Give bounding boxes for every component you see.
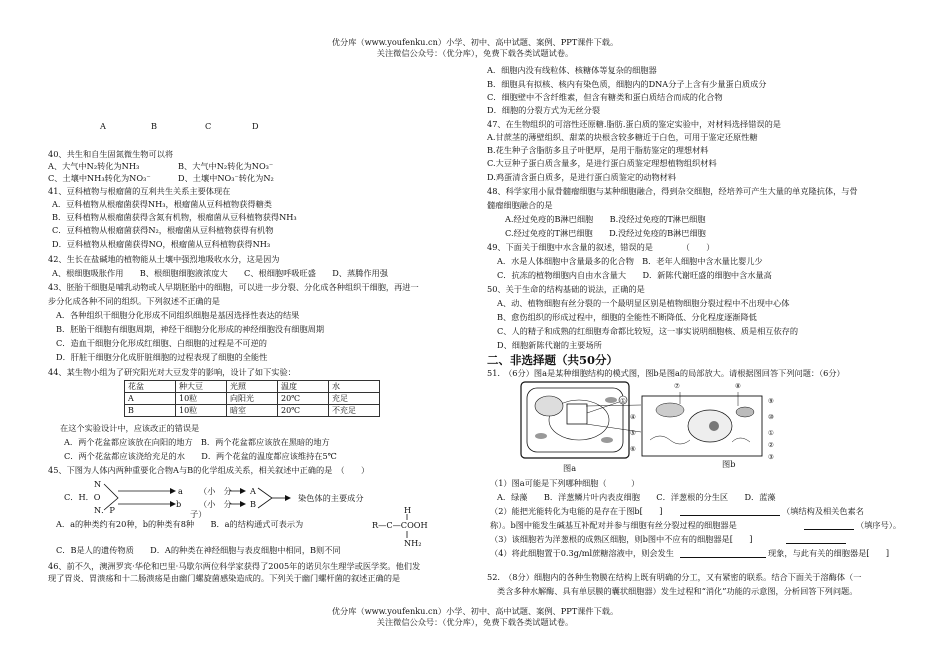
question-49: 49、下面关于细胞中水含量的叙述，错误的是 （ ）: [487, 242, 715, 252]
figure-b-label-6: ⑥: [630, 445, 636, 453]
q43-option-c: C．造血干细胞分化形成红细胞、白细胞的过程是不可逆的: [56, 338, 267, 348]
table-header-cell: 种大豆: [176, 381, 227, 393]
question-51: 51. （6分）图a是某种细胞结构的模式图，图b是图a的局部放大。请根据图回答下列问题：（6分）: [487, 368, 845, 378]
bracket-line: [258, 488, 272, 508]
answer-blank[interactable]: [804, 529, 854, 530]
q51-part2-start: （2）能把光能转化为电能的是存在于图b[ ]: [490, 506, 663, 516]
table-row: [125, 393, 380, 405]
table-cell: 10粒: [176, 405, 227, 417]
table-cell: 暗室: [227, 405, 278, 417]
figure-a-label-1: ①: [620, 397, 626, 405]
q40-option-b: B、大气中N₂转化为NO₃⁻: [178, 161, 274, 171]
question-45: 45、下图为人体内两种重要化合物A与B的化学组成关系，相关叙述中正确的是 （ ）: [48, 465, 370, 475]
question-44: 44、某生物小组为了研究阳光对大豆发芽的影响，设计了如下实验：: [48, 367, 296, 377]
figure-b-label-8: ⑧: [735, 382, 741, 390]
table-cell: A: [125, 393, 176, 405]
q46-option-a: A．细胞内没有线粒体、核糖体等复杂的细胞器: [487, 65, 657, 75]
q43-option-a: A．各种组织干细胞分化形成不同组织细胞是基因选择性表达的结果: [56, 310, 300, 320]
arrow-head: [285, 495, 291, 501]
table-header-row: [125, 381, 380, 393]
q47-option-a: A.甘蔗茎的薄壁组织、甜菜的块根含较多糖近于白色，可用于鉴定还原性糖: [487, 132, 758, 142]
option-d-label: D: [252, 121, 259, 131]
option-b-label: B: [151, 121, 158, 131]
answer-blank[interactable]: [680, 557, 766, 558]
question-43-line1: 43、胚胎干细胞是哺乳动物或人早期胚胎中的细胞，可以进一步分裂、分化成各种组织干细胞，再进一: [48, 282, 419, 292]
question-43-line2: 步分化成各种不同的组织。下列叙述不正确的是: [48, 296, 220, 306]
question-47: 47、在生物组织的可溶性还原糖.脂肪.蛋白质的鉴定实验中，对材料选择错误的是: [487, 119, 781, 129]
figure-b-label-3: ③: [768, 453, 774, 461]
answer-blank[interactable]: [786, 543, 846, 544]
chloroplast: [605, 397, 617, 403]
question-52-line2: 类含多种水解酶、具有单层膜的囊状细胞器）发生过程和“消化”功能的示意图，分析回答下列问题。: [497, 586, 858, 596]
option-a-label: A: [100, 121, 106, 131]
small-molecule-a: a: [178, 486, 183, 496]
chromosome-label: 染色体的主要成分: [298, 493, 364, 503]
figure-b-caption: 图b: [722, 459, 736, 469]
question-50: 50、关于生命的结构基础的说法，正确的是: [487, 284, 645, 294]
q46-option-d: D．细胞的分裂方式为无丝分裂: [487, 105, 601, 115]
amino-formula: R—C—COOH: [372, 520, 428, 530]
q42-options: A、根细胞吸胀作用 B、根细胞细胞液浓度大 C、根细胞呼吸旺盛 D、蒸腾作用强: [52, 268, 388, 278]
q51-part2-end: （填序号）。: [856, 520, 902, 530]
table-header-cell: 水: [329, 381, 380, 393]
q50-option-c: C、人的精子和成熟的红细胞寿命都比较短，这一事实说明细胞核、质是相互依存的: [497, 326, 799, 336]
table-header-cell: 温度: [278, 381, 329, 393]
q45-options-cd: C．B是人的遗传物质 D．A的种类在神经细胞与表皮细胞中相同，B则不同: [56, 545, 341, 555]
q49-options-ab: A．水是人体细胞中含量最多的化合物 B．老年人细胞中含水量比婴儿少: [497, 256, 763, 266]
q40-option-a: A、大气中N₂转化为NH₃: [48, 161, 140, 171]
table-cell: 20℃: [278, 405, 329, 417]
q43-option-b: B．胚胎干细胞有细胞周期，神经干细胞分化形成的神经细胞没有细胞周期: [56, 324, 325, 334]
question-48-line2: 髓瘤细胞融合的是: [487, 200, 553, 210]
question-46-line1: 46、前不久，澳洲罗宾·华伦和巴里·马歇尔两位科学家获得了2005年的诺贝尔生理学或医学奖。他们发: [48, 561, 421, 571]
q51-part4-start: （4）将此细胞置于0.3g/ml蔗糖溶液中，则会发生: [490, 548, 674, 558]
arrow-head: [170, 488, 176, 494]
q51-part1: （1）图a可能是下列哪种细胞（ ）: [490, 478, 640, 488]
connector-line: [586, 405, 641, 406]
element-np: N．P: [94, 505, 115, 515]
nucleus: [535, 396, 563, 416]
page-header-line2: 关注微信公众号：（优分库），免费下载各类试题试卷。: [376, 48, 574, 58]
page-footer-line1: 优分库（www.youfenku.cn）小学、初中、高中试题、案例、PPT课件下载。: [331, 606, 619, 616]
q44-prompt: 在这个实验设计中，应该改正的错误是: [60, 423, 200, 433]
q51-part4-end: 现象，与此有关的细胞器是[ ]: [768, 548, 890, 558]
compound-a: A: [250, 486, 256, 496]
table-cell: 充足: [329, 393, 380, 405]
q41-option-c: C．豆科植物从根瘤菌获得N₂，根瘤菌从豆科植物获得有机物: [52, 225, 274, 235]
q44-options-ab: A．两个花盆都应该放在向阳的地方 B．两个花盆都应该放在黑暗的地方: [64, 437, 330, 447]
amino-nh2: NH₂: [404, 538, 422, 548]
table-cell: B: [125, 405, 176, 417]
q50-option-b: B、愈伤组织的形成过程中，细胞的全能性不断降低、分化程度逐渐降低: [497, 312, 757, 322]
q43-option-d: D．肝脏干细胞分化成肝脏细胞的过程表现了细胞的全能性: [56, 352, 268, 362]
q51-part2-cont: （填结构及相关色素名: [782, 506, 864, 516]
q47-option-d: D.鸡蛋清含蛋白质多，是进行蛋白质鉴定的动物材料: [487, 172, 677, 182]
table-header-cell: 光照: [227, 381, 278, 393]
answer-blank[interactable]: [680, 515, 780, 516]
experiment-table: [124, 380, 380, 417]
table-cell: 20℃: [278, 393, 329, 405]
question-48-line1: 48、科学家用小鼠骨髓瘤细胞与某种细胞融合，得到杂交细胞，经培养可产生大量的单克隆抗体，与骨: [487, 186, 858, 196]
q45-options-ab: A．a的种类约有20种，b的种类有8种 B．a的结构通式可表示为: [56, 519, 304, 529]
figure-b-label-5: ⑤: [630, 429, 636, 437]
q41-option-b: B．豆科植物从根瘤菌获得含氮有机物，根瘤菌从豆科植物获得NH₃: [52, 212, 297, 222]
element-n: N: [94, 479, 102, 489]
small-molecule-b-note: （小 分: [199, 499, 232, 509]
option-c-label: C: [205, 121, 212, 131]
question-40: 40、共生和自生固氮微生物可以将: [48, 149, 174, 159]
question-46-line2: 现了胃炎、胃溃疡和十二肠溃疡是由幽门螺旋菌感染造成的。下列关于幽门螺杆菌的叙述正确的是: [48, 573, 401, 583]
figure-a-caption: 图a: [563, 463, 577, 473]
q41-option-a: A．豆科植物从根瘤菌获得NH₃，根瘤菌从豆科植物获得糖类: [52, 199, 272, 209]
q48-options-cd: C.经过免疫的T淋巴细胞 D.没经过免疫的B淋巴细胞: [505, 228, 706, 238]
question-41: 41、豆科植物与根瘤菌的互利共生关系主要体现在: [48, 186, 231, 196]
figure-b-organelle-diagram: [640, 382, 770, 460]
table-cell: 10粒: [176, 393, 227, 405]
q46-option-b: B．细胞具有拟核、核内有染色质，细胞内的DNA分子上含有少量蛋白质成分: [487, 79, 767, 89]
q40-option-d: D、土壤中NO₃⁻转化为N₂: [178, 173, 274, 183]
q47-option-b: B.花生种子含脂肪多且子叶肥厚，是用于脂肪鉴定的理想材料: [487, 145, 709, 155]
figure-b-label-7: ⑦: [674, 382, 680, 390]
arrow-head: [240, 501, 246, 507]
table-row: [125, 405, 380, 417]
q46-option-c: C．细胞壁中不含纤维素，但含有糖类和蛋白质结合而成的化合物: [487, 92, 723, 102]
chloroplast: [535, 433, 547, 439]
question-42: 42、生长在盐碱地的植物能从土壤中强烈地吸收水分，这是因为: [48, 254, 280, 264]
small-molecule-a-note: （小 分: [199, 486, 232, 496]
mitochondrion: [736, 407, 754, 417]
amino-bonds: [405, 514, 411, 544]
q51-part3: （3）该细胞若为洋葱根的成熟区细胞，则b图中不应有的细胞器是[ ]: [490, 534, 753, 544]
page-header-line1: 优分库（www.youfenku.cn）小学、初中、高中试题、案例、PPT课件下载。: [331, 37, 619, 47]
q41-option-d: D．豆科植物从根瘤菌获得NO，根瘤菌从豆科植物获得NH₃: [52, 239, 271, 249]
figure-b-label-1: ①: [768, 429, 774, 437]
arrow-head: [240, 488, 246, 494]
figure-b-label-10: ⑩: [768, 413, 774, 421]
compound-b: B: [250, 499, 257, 509]
section-heading: 二、非选择题（共50分）: [487, 353, 619, 367]
q50-option-a: A、动、植物细胞有丝分裂的一个最明显区别是植物细胞分裂过程中不出现中心体: [497, 298, 790, 308]
table-cell: 向阳光: [227, 393, 278, 405]
small-molecule-b-note-end: 子）: [190, 509, 207, 519]
figure-b-label-4: ④: [630, 413, 636, 421]
question-52-line1: 52. （8分）细胞内的各种生物膜在结构上既有明确的分工，又有紧密的联系。结合下面关于溶酶体（一: [487, 572, 862, 582]
chloroplast: [656, 403, 684, 417]
nucleolus: [709, 421, 719, 431]
q48-options-ab: A.经过免疫的B淋巴细胞 B.没经过免疫的T淋巴细胞: [505, 214, 706, 224]
q51-part2-line2: 称）。b图中能发生碱基互补配对并参与细胞有丝分裂过程的细胞器是: [490, 520, 737, 530]
q47-option-c: C.大豆种子蛋白质含量多，是进行蛋白质鉴定理想植物组织材料: [487, 158, 717, 168]
table-cell: 不充足: [329, 405, 380, 417]
chloroplast: [601, 437, 613, 443]
q40-option-c: C、土壤中NH₃转化为NO₃⁻: [48, 173, 151, 183]
figure-b-label-9: ⑨: [768, 397, 774, 405]
q44-options-cd: C．两个花盆都应该浇给充足的水 D．两个花盆的温度都应该维持在5℃: [64, 451, 337, 461]
element-cho: C．H．O: [64, 492, 101, 502]
amino-h: H: [404, 505, 412, 515]
q50-option-d: D、细胞新陈代谢的主要场所: [497, 340, 602, 350]
q49-options-cd: C．抗冻的植物细胞内自由水含量大 D．新陈代谢旺盛的细胞中含水量高: [497, 270, 772, 280]
small-molecule-b: b: [176, 499, 182, 509]
table-header-cell: 花盆: [125, 381, 176, 393]
q51-part1-options: A．绿藻 B．洋葱鳞片叶内表皮细胞 C．洋葱根的分生区 D．蓝藻: [497, 492, 776, 502]
page-footer-line2: 关注微信公众号：（优分库），免费下载各类试题试卷。: [376, 617, 574, 627]
figure-b-label-2: ②: [768, 441, 774, 449]
